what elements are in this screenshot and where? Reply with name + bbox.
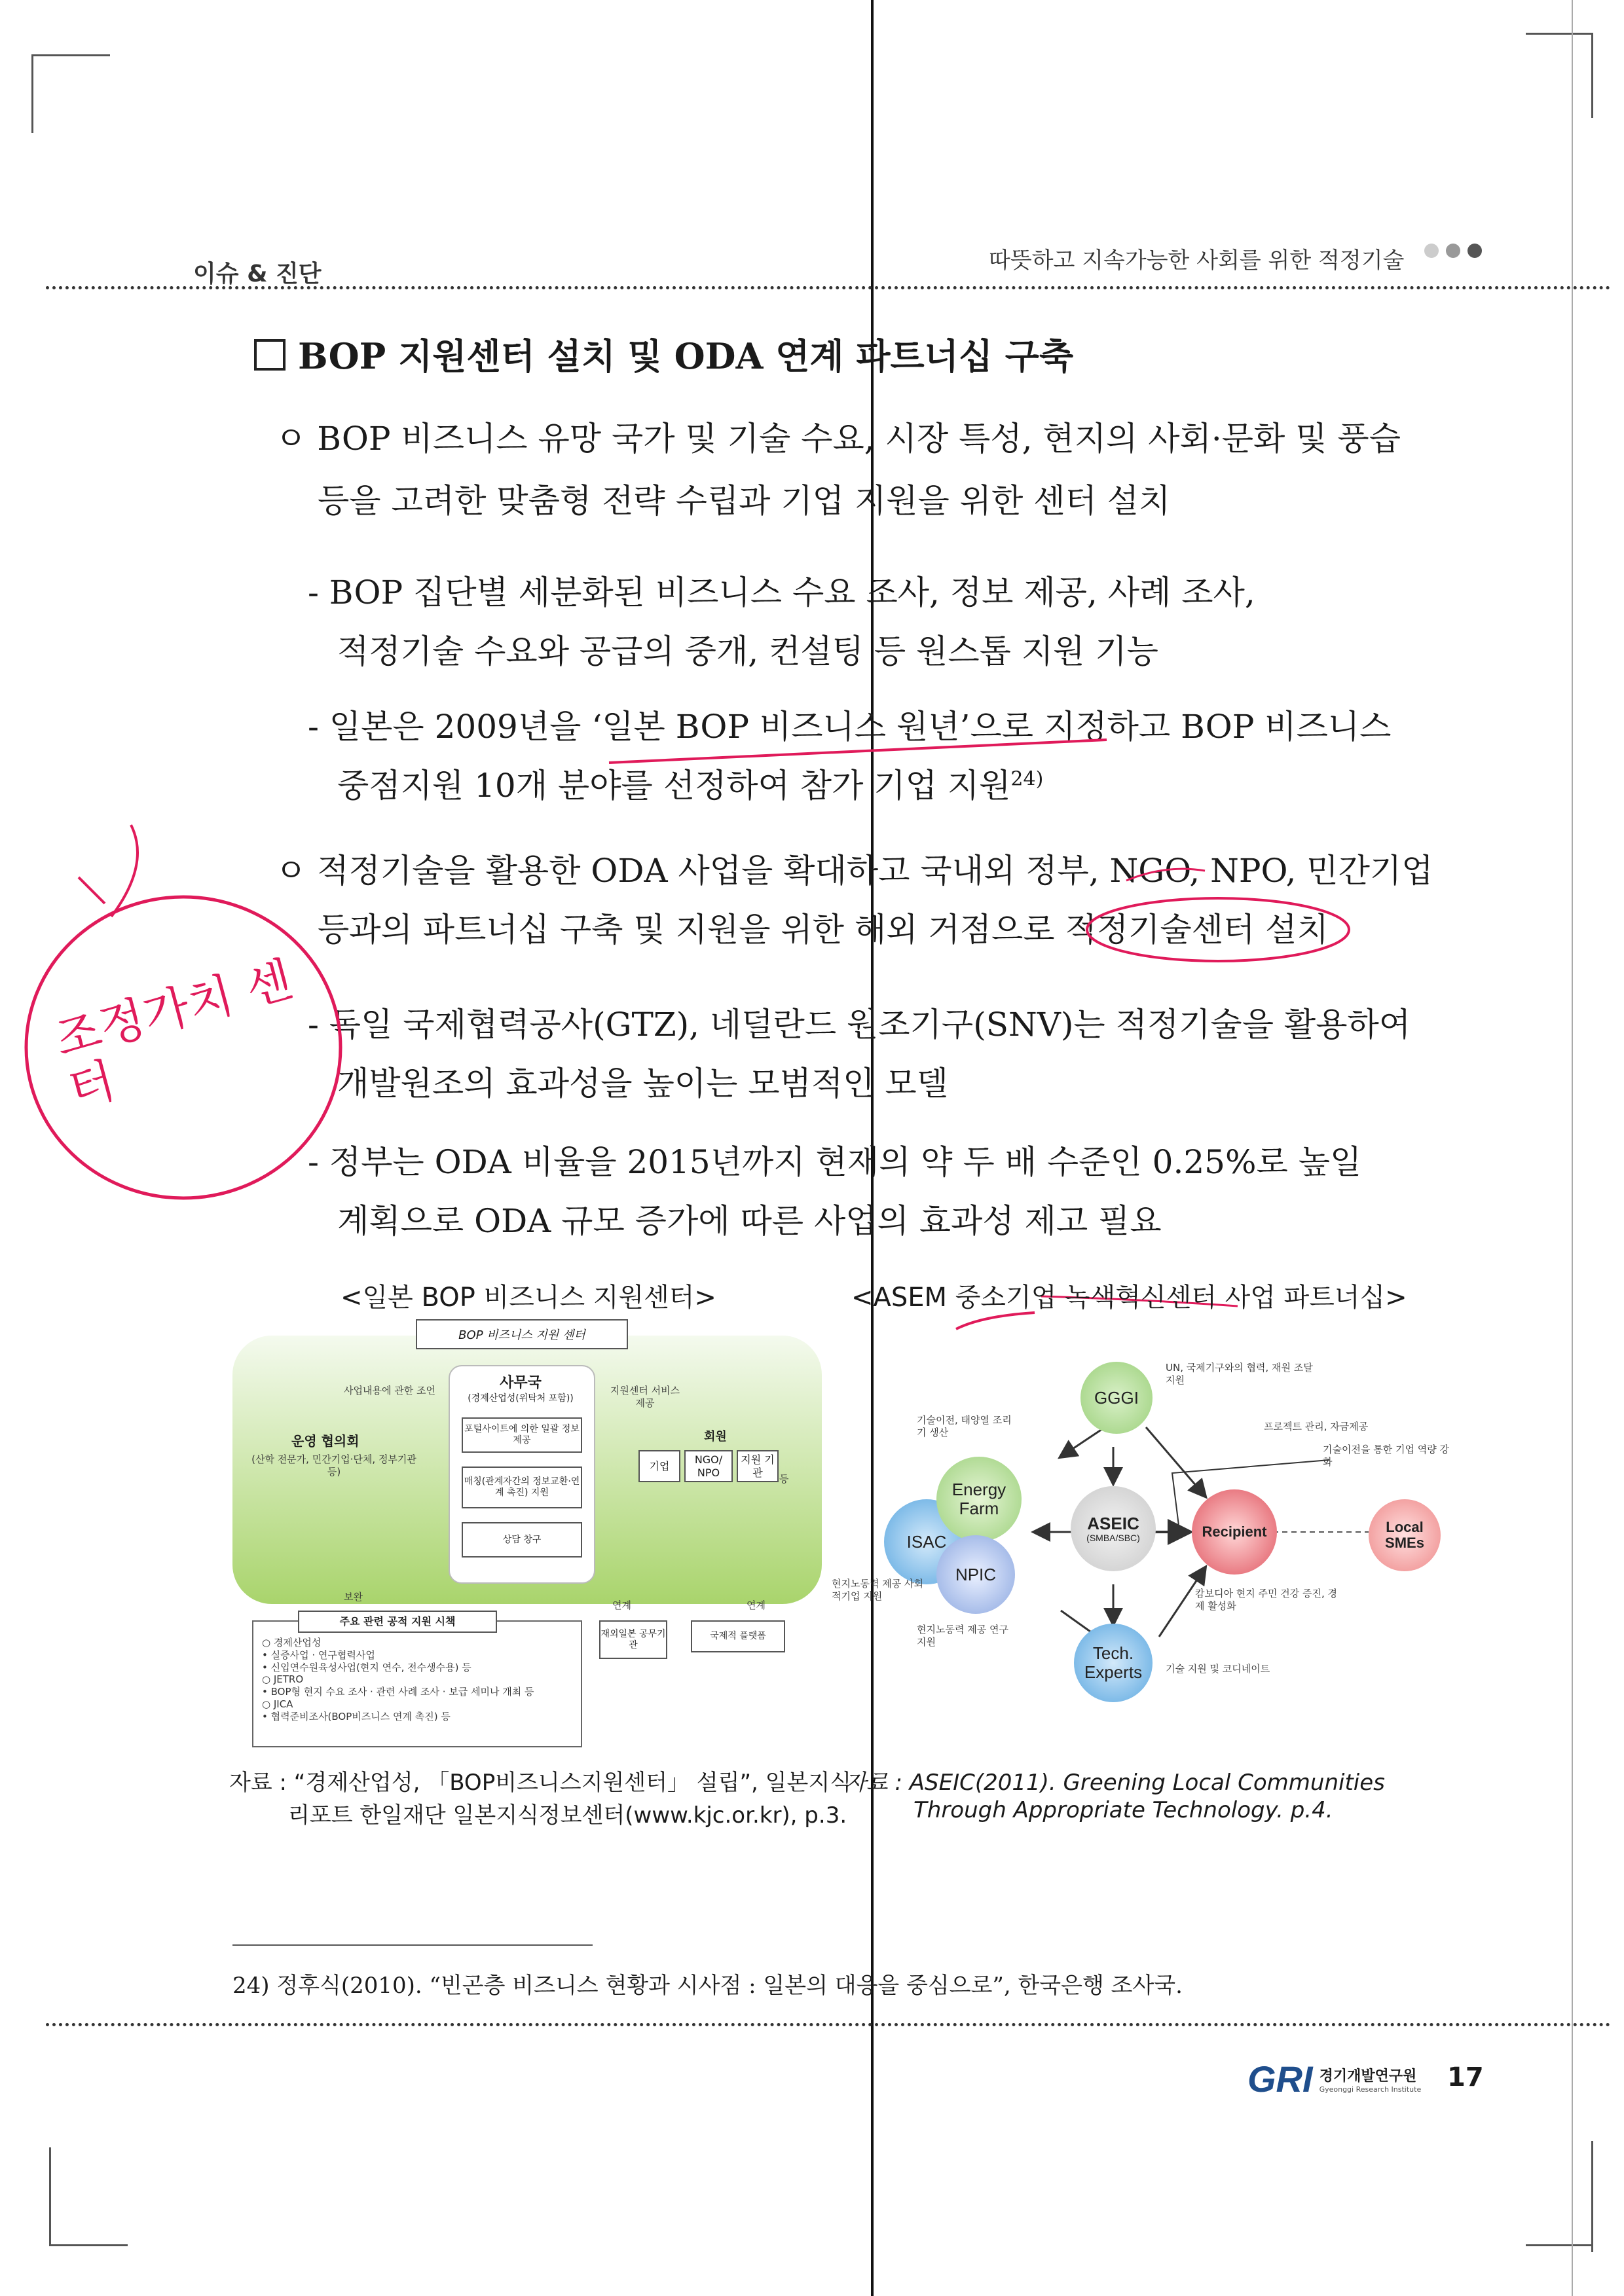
- measure-item: • 협력준비조사(BOP비즈니스 연계 촉진) 등: [262, 1710, 451, 1722]
- bullet-1-line1: ㅇ BOP 비즈니스 유망 국가 및 기술 수요, 시장 특성, 현지의 사회·문화 및 풍습: [275, 420, 1401, 458]
- secretariat-label: 사무국: [500, 1375, 542, 1391]
- isac-note: 현지노동력 제공 연구 지원: [917, 1624, 1008, 1648]
- member-etc: 등: [779, 1473, 789, 1485]
- footnote-ref: 24): [1010, 767, 1044, 791]
- isac-node: ISAC: [884, 1499, 969, 1584]
- aseic-sub: (SMBA/SBC): [1086, 1532, 1140, 1543]
- measures-list: [262, 1637, 534, 1722]
- overseas-agency-box: 재외일본 공무기관: [599, 1620, 667, 1659]
- measure-item: • BOP형 현지 수요 조사 · 관련 사례 조사 · 보급 세미나 개최 등: [262, 1686, 534, 1698]
- measure-item: ○ JICA: [262, 1698, 293, 1710]
- service-note: 지원센터 서비스 제공: [610, 1385, 680, 1409]
- right-figure-caption: <ASEM 중소기업 녹색혁신센터 사업 파트너십>: [851, 1283, 1407, 1313]
- member-ngo: NGO/ NPO: [684, 1450, 733, 1482]
- npic-note: 현지노동력 제공 사회적기업 지원: [832, 1578, 923, 1602]
- link-label-2: 연계: [747, 1599, 766, 1611]
- header-title: 따뜻하고 지속가능한 사회를 위한 적정기술: [989, 247, 1405, 274]
- section-title: BOP 지원센터 설치 및 ODA 연계 파트너십 구축: [298, 335, 1074, 377]
- consult-box: 상담 창구: [462, 1522, 582, 1558]
- member-agency: 지원 기관: [737, 1450, 779, 1482]
- measure-item: ○ JETRO: [262, 1673, 304, 1686]
- org-name-en: Gyeonggi Research Institute: [1319, 2085, 1422, 2094]
- footnote: 24) 정후식(2010). “빈곤층 비즈니스 현황과 시사점 : 일본의 대응을 중심으로”, 한국은행 조사국.: [232, 1973, 1183, 1999]
- right-source-2: Through Appropriate Technology. p.4.: [913, 1797, 1333, 1823]
- tech-note: 기술 지원 및 코디네이트: [1166, 1663, 1270, 1675]
- measure-item: ○ 경제산업성: [262, 1637, 322, 1649]
- complement-label: 보완: [344, 1591, 363, 1603]
- gggi-note: UN, 국제기구와의 협력, 재원 조달 지원: [1166, 1362, 1313, 1386]
- left-source-2: 리포트 한일재단 일본지식정보센터(www.kjc.or.kr), p.3.: [288, 1802, 847, 1829]
- member-company: 기업: [638, 1450, 680, 1482]
- energy-farm-node: Energy Farm: [936, 1457, 1022, 1542]
- footer-rule: [46, 2023, 1611, 2026]
- link-label-1: 연계: [612, 1599, 631, 1611]
- dash-2-line1: - 일본은 2009년을 ‘일본 BOP 비즈니스 원년’으로 지정하고 BOP 비즈니스: [308, 708, 1392, 746]
- npic-node: NPIC: [936, 1535, 1015, 1614]
- measure-item: • 신입연수원육성사업(현지 연수, 전수생수용) 등: [262, 1661, 471, 1673]
- energy-note: 기술이전, 태양열 조리기 생산: [917, 1414, 1012, 1438]
- center-title: BOP 비즈니스 지원 센터: [458, 1328, 585, 1342]
- transfer-note: 기술이전을 통한 기업 역량 강화: [1323, 1444, 1449, 1468]
- gggi-node: GGGI: [1080, 1362, 1153, 1434]
- dash-1-line1: - BOP 집단별 세분화된 비즈니스 수요 조사, 정보 제공, 사례 조사,: [308, 574, 1255, 611]
- local-smes-node: Local SMEs: [1369, 1499, 1441, 1571]
- members-label: 회원: [704, 1430, 727, 1444]
- tech-experts-node: Tech. Experts: [1074, 1624, 1153, 1702]
- gri-logo-text: GRI: [1247, 2058, 1313, 2100]
- header-section-label: 이슈 & 진단: [193, 261, 322, 287]
- bullet-2-line2: 등과의 파트너십 구축 및 지원을 위한 해외 거점으로 적정기술센터 설치: [318, 911, 1329, 949]
- dash-1-line2: 적정기술 수요와 공급의 중개, 컨설팅 등 원스톱 지원 기능: [337, 632, 1158, 670]
- project-note: 프로젝트 관리, 자금제공: [1264, 1421, 1369, 1432]
- gri-logo: [1247, 2058, 1421, 2100]
- consortium-sub: (산학 전문가, 민간기업·단체, 정부기관 등): [251, 1453, 416, 1478]
- portal-box: 포털사이트에 의한 일괄 정보 제공: [462, 1417, 582, 1453]
- dash-3-line2: 개발원조의 효과성을 높이는 모범적인 모델: [337, 1065, 948, 1102]
- dash-3-line1: - 독일 국제협력공사(GTZ), 네덜란드 원조기구(SNV)는 적정기술을 활용하여: [308, 1006, 1411, 1044]
- left-figure: [232, 1319, 822, 1745]
- page-number: 17: [1447, 2062, 1484, 2092]
- bullet-1-line2: 등을 고려한 맞춤형 전략 수립과 기업 지원을 위한 센터 설치: [318, 482, 1171, 520]
- aseic-label: ASEIC: [1087, 1514, 1139, 1533]
- org-name: 경기개발연구원: [1319, 2068, 1417, 2085]
- measure-item: • 실증사업 · 연구협력사업: [262, 1649, 375, 1661]
- right-source-1: 자료 : ASEIC(2011). Greening Local Communities: [845, 1770, 1385, 1796]
- center-title-box: [416, 1319, 628, 1349]
- dash-4-line1: - 정부는 ODA 비율을 2015년까지 현재의 약 두 배 수준인 0.25%로 높일: [308, 1143, 1362, 1181]
- dash-2-line2-text: 중점지원 10개 분야를 선정하여 참가 기업 지원: [337, 767, 1011, 805]
- left-figure-caption: <일본 BOP 비즈니스 지원센터>: [341, 1283, 716, 1313]
- consortium-label: 운영 협의회: [291, 1433, 360, 1449]
- left-source-1: 자료 : “경제산업성, 「BOP비즈니스지원센터」 설립”, 일본지식: [229, 1770, 852, 1796]
- matching-box: 매칭(관계자간의 정보교환·연계 촉진) 지원: [462, 1467, 582, 1508]
- secretariat-sub: (경제산업성(위탁처 포함)): [468, 1393, 574, 1404]
- aseic-node: [1071, 1486, 1156, 1571]
- recipient-note: 캄보디아 현지 주민 건강 증진, 경제 활성화: [1195, 1588, 1337, 1612]
- measures-title: 주요 관련 공적 지원 시책: [298, 1611, 497, 1633]
- right-figure: [832, 1336, 1500, 1741]
- advice-note: 사업내용에 관한 조언: [344, 1385, 435, 1396]
- footnote-rule: [232, 1944, 593, 1946]
- bullet-2-line1: ㅇ 적정기술을 활용한 ODA 사업을 확대하고 국내외 정부, NGO, NPO, 민간기업: [275, 852, 1433, 890]
- handwritten-note: 조정가치 센터: [49, 951, 298, 1118]
- recipient-node: Recipient: [1192, 1489, 1277, 1575]
- platform-box: 국제적 플랫폼: [691, 1620, 785, 1652]
- dash-4-line2: 계획으로 ODA 규모 증가에 따른 사업의 효과성 제고 필요: [337, 1202, 1162, 1240]
